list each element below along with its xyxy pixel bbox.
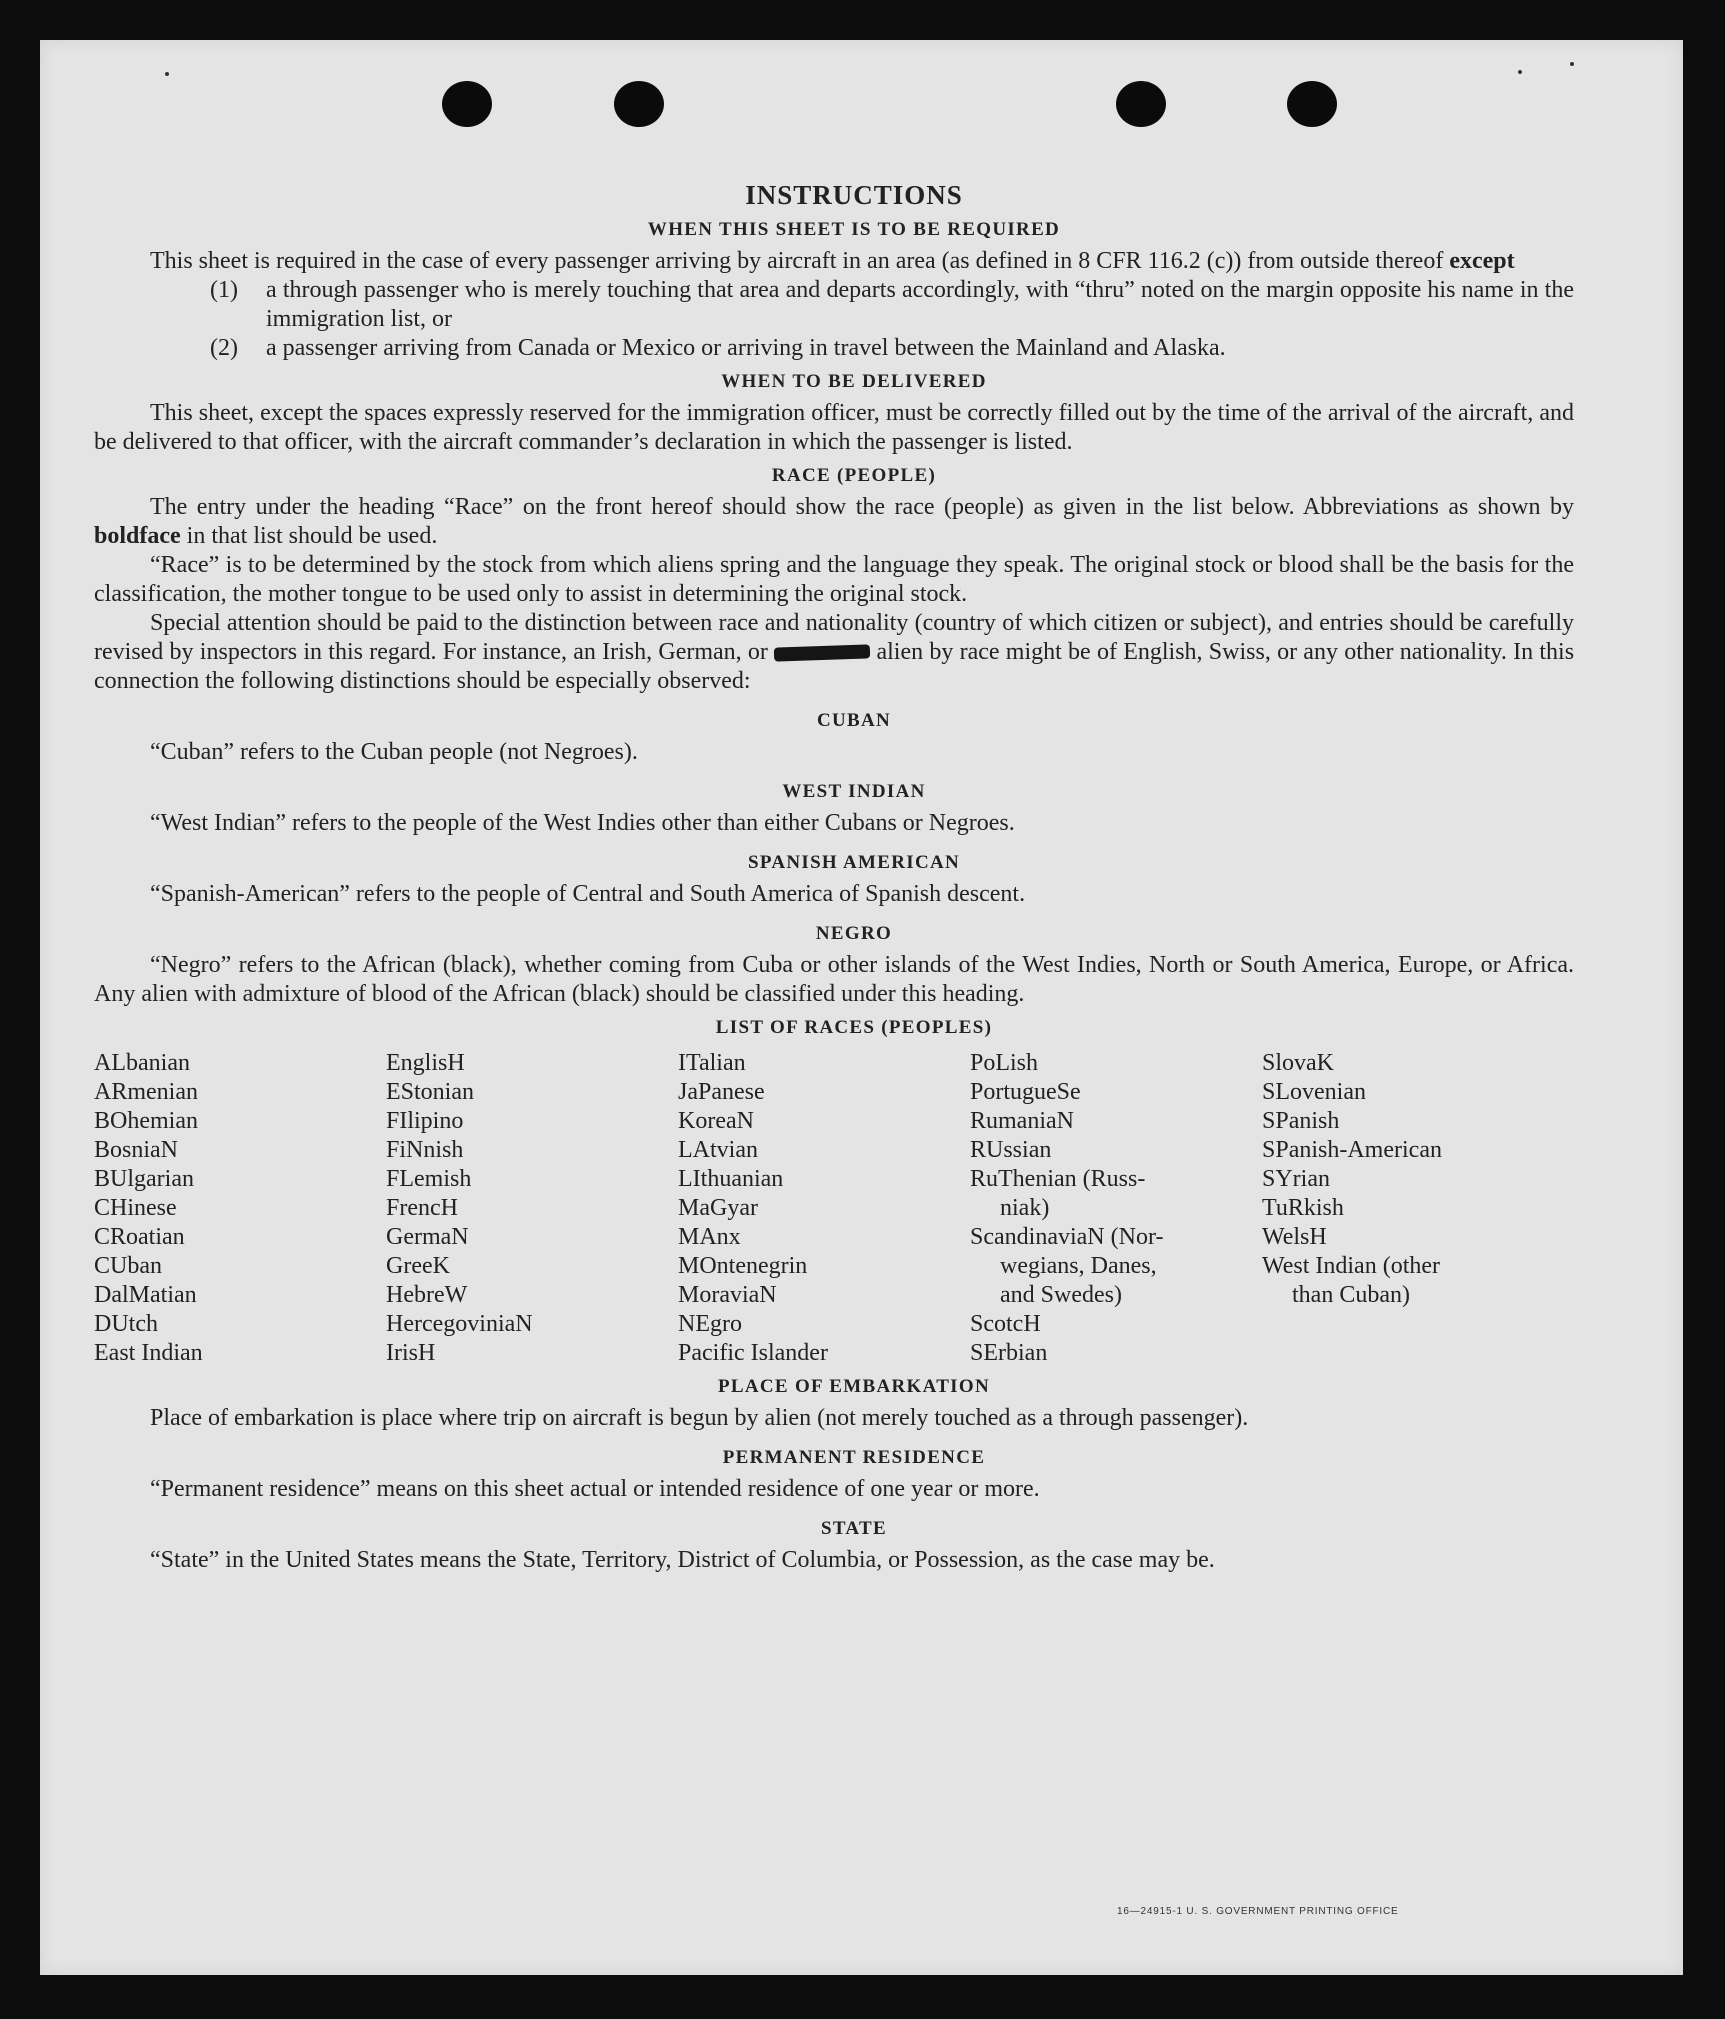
cuban-text: “Cuban” refers to the Cuban people (not Negroes).: [150, 739, 638, 765]
heading-when-delivered: WHEN TO BE DELIVERED: [721, 371, 987, 392]
race-item: RUssian: [970, 1137, 1052, 1163]
race-item-continued: and Swedes): [1000, 1282, 1122, 1308]
race-item: SPanish: [1262, 1108, 1340, 1134]
heading-list-of-races: LIST OF RACES (PEOPLES): [715, 1017, 993, 1038]
heading-west-indian: WEST INDIAN: [782, 781, 926, 802]
race-item: East Indian: [94, 1340, 203, 1366]
printing-office-footnote: 16—24915-1 U. S. GOVERNMENT PRINTING OFFICE: [1117, 1906, 1399, 1917]
race-item: BUlgarian: [94, 1166, 194, 1192]
race-item: EStonian: [386, 1079, 474, 1105]
instructions-body: [94, 180, 1574, 1575]
race-item: FIlipino: [386, 1108, 464, 1134]
race-item: PortugueSe: [970, 1079, 1081, 1105]
negro-text: “Negro” refers to the African (black), whether coming from Cuba or other islands of the West Indies, North or South America, Europe, or Africa. Any alien with admixture of blood of the African (black) should be classified under this heading.: [94, 952, 1574, 1007]
race-item: BosniaN: [94, 1137, 178, 1163]
race-item-continued: than Cuban): [1292, 1282, 1410, 1308]
race-paragraph-2: “Race” is to be determined by the stock from which aliens spring and the language they speak. The original stock or blood shall be the basis for the classification, the mother tongue to be used only to assist in determining the original stock.: [94, 552, 1574, 607]
race-item: SlovaK: [1262, 1050, 1334, 1076]
race-item: IrisH: [386, 1340, 436, 1366]
race-item: PoLish: [970, 1050, 1039, 1076]
punch-hole: [1287, 81, 1337, 127]
when-delivered-text: This sheet, except the spaces expressly reserved for the immigration officer, must be correctly filled out by the time of the arrival of the aircraft, and be delivered to that officer, with the aircraft commander’s declaration in which the passenger is listed.: [94, 400, 1574, 455]
spanish-american-text: “Spanish-American” refers to the people of Central and South America of Spanish descent.: [150, 881, 1026, 907]
permanent-residence-text: “Permanent residence” means on this sheet actual or intended residence of one year or more.: [150, 1476, 1040, 1502]
race-item: CRoatian: [94, 1224, 185, 1250]
race-item: SLovenian: [1262, 1079, 1366, 1105]
race-item: EnglisH: [386, 1050, 465, 1076]
punch-hole: [614, 81, 664, 127]
race-item: KoreaN: [678, 1108, 754, 1134]
race-item: FrencH: [386, 1195, 458, 1221]
race-paragraph-1: The entry under the heading “Race” on the front hereof should show the race (people) as given in the list below. Abbreviations as shown by boldface in that list should be used.: [94, 494, 1574, 549]
race-item: RumaniaN: [970, 1108, 1074, 1134]
race-item-continued: niak): [1000, 1195, 1050, 1221]
page-title: INSTRUCTIONS: [745, 180, 963, 210]
race-column-3: [678, 1049, 970, 1368]
race-item: MaGyar: [678, 1195, 758, 1221]
west-indian-text: “West Indian” refers to the people of the West Indies other than either Cubans or Negroes.: [150, 810, 1015, 836]
heading-state: STATE: [821, 1518, 887, 1539]
race-item: GreeK: [386, 1253, 450, 1279]
race-item: WelsH: [1262, 1224, 1327, 1250]
race-item: SErbian: [970, 1340, 1048, 1366]
heading-embarkation: PLACE OF EMBARKATION: [718, 1376, 990, 1397]
race-item: SYrian: [1262, 1166, 1330, 1192]
race-item: DalMatian: [94, 1282, 197, 1308]
dust-speck: [1570, 62, 1574, 66]
race-item: ALbanian: [94, 1050, 190, 1076]
race-item: LAtvian: [678, 1137, 758, 1163]
dust-speck: [165, 72, 169, 76]
race-column-4: [970, 1049, 1262, 1368]
race-item: ScandinaviaN (Nor-: [970, 1224, 1164, 1250]
race-column-2: [386, 1049, 678, 1368]
race-item: CUban: [94, 1253, 162, 1279]
race-item: ARmenian: [94, 1079, 198, 1105]
race-item: NEgro: [678, 1311, 742, 1337]
race-item: DUtch: [94, 1311, 158, 1337]
race-item: HebreW: [386, 1282, 468, 1308]
race-item: MoraviaN: [678, 1282, 777, 1308]
state-text: “State” in the United States means the State, Territory, District of Columbia, or Possession, as the case may be.: [150, 1547, 1215, 1573]
race-item-continued: wegians, Danes,: [1000, 1253, 1157, 1279]
race-item: ScotcH: [970, 1311, 1041, 1337]
heading-negro: NEGRO: [815, 923, 893, 944]
embarkation-text: Place of embarkation is place where trip on aircraft is begun by alien (not merely touched as a through passenger).: [150, 1405, 1249, 1431]
race-item: ITalian: [678, 1050, 746, 1076]
when-required-intro: This sheet is required in the case of every passenger arriving by aircraft in an area (as defined in 8 CFR 116.2 (c)) from outside thereof except: [150, 248, 1515, 274]
race-list: [94, 1049, 1574, 1368]
heading-race: RACE (PEOPLE): [771, 465, 937, 486]
race-item: MAnx: [678, 1224, 741, 1250]
heading-permanent-residence: PERMANENT RESIDENCE: [722, 1447, 986, 1468]
document-sheet: [40, 40, 1683, 1975]
race-item: GermaN: [386, 1224, 469, 1250]
punch-hole: [1116, 81, 1166, 127]
race-item: FiNnish: [386, 1137, 464, 1163]
exception-item: (2) a passenger arriving from Canada or Mexico or arriving in travel between the Mainland and Alaska.: [210, 335, 1226, 361]
race-item: HercegoviniaN: [386, 1311, 533, 1337]
race-item: FLemish: [386, 1166, 472, 1192]
heading-cuban: CUBAN: [816, 710, 892, 731]
race-item: LIthuanian: [678, 1166, 784, 1192]
race-item: Pacific Islander: [678, 1340, 828, 1366]
race-item: SPanish-American: [1262, 1137, 1442, 1163]
race-item: West Indian (other: [1262, 1253, 1441, 1279]
punch-hole: [442, 81, 492, 127]
race-item: JaPanese: [678, 1079, 765, 1105]
race-column-1: [94, 1049, 386, 1368]
redaction-mark: [774, 645, 870, 662]
heading-when-required: WHEN THIS SHEET IS TO BE REQUIRED: [647, 219, 1061, 240]
heading-spanish-american: SPANISH AMERICAN: [747, 852, 961, 873]
race-column-5: [1262, 1049, 1554, 1368]
race-item: BOhemian: [94, 1108, 198, 1134]
race-item: CHinese: [94, 1195, 177, 1221]
race-item: RuThenian (Russ-: [970, 1166, 1146, 1192]
race-paragraph-3: Special attention should be paid to the distinction between race and nationality (country of which citizen or subject), and entries should be carefully revised by inspectors in this regard. For instance, an Irish, German, or alien by race might be of English, Swiss, or any other nationality. In this connection the following distinctions should be especially observed:: [94, 610, 1575, 694]
race-item: TuRkish: [1262, 1195, 1344, 1221]
dust-speck: [1518, 70, 1522, 74]
exception-item: (1) a through passenger who is merely touching that area and departs accordingly, with “thru” noted on the margin opposite his name in the immigration list, or: [210, 277, 1574, 332]
race-item: MOntenegrin: [678, 1253, 808, 1279]
